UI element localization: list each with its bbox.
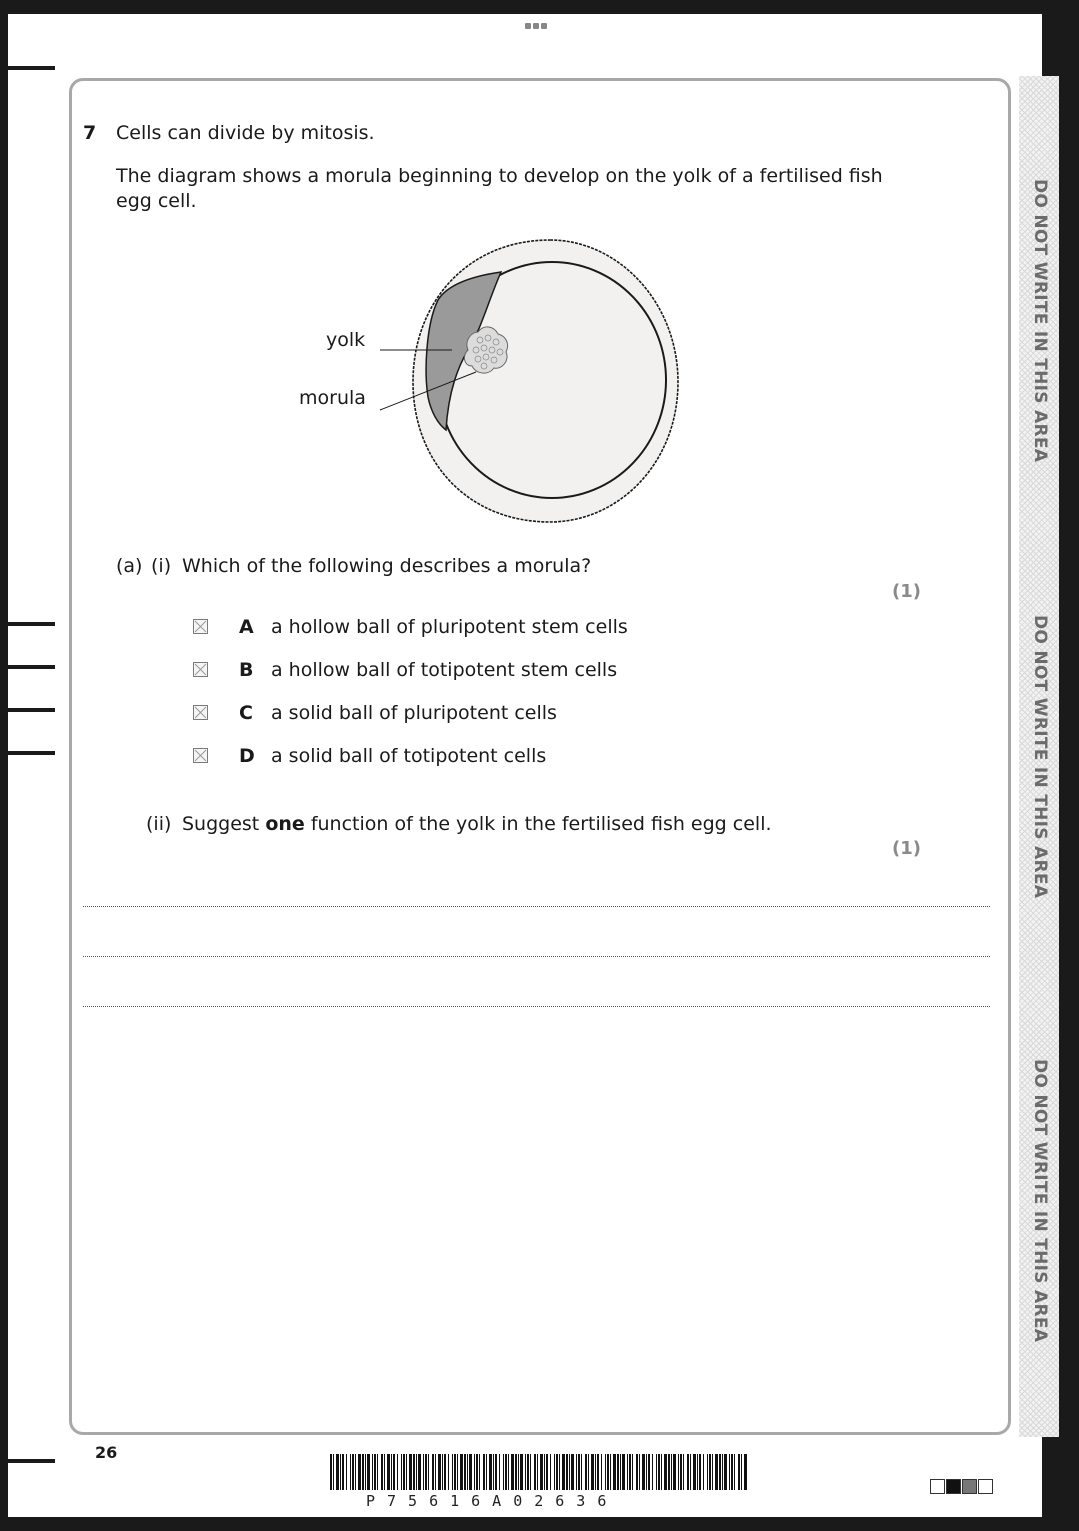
option-d-letter: D <box>239 745 255 767</box>
barcode-bar <box>525 1454 526 1490</box>
barcode-bar <box>627 1454 628 1490</box>
barcode-bar <box>741 1454 742 1490</box>
option-c-checkbox[interactable] <box>193 705 208 720</box>
barcode-bar <box>601 1454 602 1490</box>
barcode-bar <box>595 1454 596 1490</box>
barcode-bar <box>493 1454 494 1490</box>
barcode-bar <box>499 1454 500 1490</box>
margin-mark <box>8 665 55 669</box>
barcode-bar <box>534 1454 536 1490</box>
barcode-bar <box>460 1454 463 1490</box>
answer-line-3[interactable] <box>83 1006 990 1007</box>
barcode-bar <box>566 1454 568 1490</box>
barcode-bar <box>719 1454 721 1490</box>
barcode-bar <box>712 1454 713 1490</box>
barcode-bar <box>729 1454 730 1490</box>
fish-egg-diagram <box>288 232 688 528</box>
barcode-bar <box>435 1454 436 1490</box>
option-a-text: a hollow ball of pluripotent stem cells <box>271 616 628 638</box>
barcode-bar <box>355 1454 356 1490</box>
answer-line-1[interactable] <box>83 906 990 907</box>
barcode-bar <box>452 1454 453 1490</box>
barcode-bar <box>724 1454 727 1490</box>
margin-mark <box>8 751 55 755</box>
barcode-bar <box>495 1454 497 1490</box>
barcode-bar <box>489 1454 492 1490</box>
barcode-bar <box>658 1454 660 1490</box>
part-a-label: (a) <box>116 555 143 577</box>
page-number: 26 <box>95 1443 118 1462</box>
barcode-bar <box>527 1454 529 1490</box>
barcode-bar <box>680 1454 682 1490</box>
part-i-label: (i) <box>151 555 172 577</box>
option-d-checkbox[interactable] <box>193 748 208 763</box>
barcode-bar <box>374 1454 376 1490</box>
option-b-text: a hollow ball of totipotent stem cells <box>271 659 618 681</box>
option-a-checkbox[interactable] <box>193 619 208 634</box>
side-warning-middle: DO NOT WRITE IN THIS AREA <box>1030 615 1050 899</box>
barcode-bar <box>384 1454 385 1490</box>
corner-squares <box>930 1479 994 1494</box>
option-a-letter: A <box>239 616 254 638</box>
barcode-bar <box>656 1454 657 1490</box>
barcode-bar <box>607 1454 609 1490</box>
barcode-bar <box>673 1454 676 1490</box>
option-d-text: a solid ball of totipotent cells <box>271 745 547 767</box>
barcode-bar <box>377 1454 378 1490</box>
barcode-bar <box>559 1454 560 1490</box>
barcode-bar <box>581 1454 582 1490</box>
margin-mark <box>8 66 55 70</box>
question-intro-line1: The diagram shows a morula beginning to develop on the yolk of a fertilised fish <box>116 165 883 187</box>
barcode-bar <box>562 1454 565 1490</box>
part-a-ii-text-before: Suggest <box>182 813 266 835</box>
option-c-text: a solid ball of pluripotent cells <box>271 702 557 724</box>
barcode-bar <box>629 1454 631 1490</box>
barcode-bar <box>479 1454 480 1490</box>
barcode-bar <box>503 1454 504 1490</box>
barcode-bar <box>664 1454 667 1490</box>
barcode-bar <box>393 1454 395 1490</box>
cross-icon <box>194 706 207 719</box>
barcode-bar <box>550 1454 551 1490</box>
barcode-bar <box>709 1454 711 1490</box>
barcode-bar <box>715 1454 718 1490</box>
barcode-bar <box>518 1454 519 1490</box>
barcode-bar <box>530 1454 531 1490</box>
barcode-bar <box>588 1454 589 1490</box>
side-warning-top: DO NOT WRITE IN THIS AREA <box>1030 179 1050 463</box>
barcode-bar <box>734 1454 735 1490</box>
barcode-bar <box>425 1454 427 1490</box>
top-registration-dots <box>525 14 553 20</box>
barcode-bar <box>401 1454 402 1490</box>
barcode-bar <box>744 1454 747 1490</box>
question-intro-line2: egg cell. <box>116 190 197 212</box>
option-b-letter: B <box>239 659 254 681</box>
barcode-bar <box>448 1454 449 1490</box>
barcode-bar <box>330 1454 332 1490</box>
barcode-bar <box>358 1454 361 1490</box>
barcode-bar <box>648 1454 650 1490</box>
barcode-bar <box>693 1454 696 1490</box>
barcode-bar <box>697 1454 698 1490</box>
barcode-bar <box>605 1454 606 1490</box>
question-number: 7 <box>83 122 97 144</box>
barcode-bar <box>464 1454 466 1490</box>
barcode-bar <box>372 1454 373 1490</box>
margin-mark <box>8 622 55 626</box>
barcode-bar <box>418 1454 421 1490</box>
barcode-bar <box>642 1454 645 1490</box>
barcode-bar <box>722 1454 723 1490</box>
barcode-bar <box>367 1454 370 1490</box>
barcode-bar <box>346 1454 347 1490</box>
barcode-bar <box>738 1454 740 1490</box>
margin-mark <box>8 1459 55 1463</box>
barcode-bar <box>467 1454 468 1490</box>
barcode-bar <box>597 1454 599 1490</box>
barcode-bar <box>610 1454 611 1490</box>
question-stem: Cells can divide by mitosis. <box>116 122 375 144</box>
barcode-bar <box>639 1454 640 1490</box>
barcode-bar <box>444 1454 446 1490</box>
barcode-bar <box>571 1454 574 1490</box>
barcode-bar <box>622 1454 625 1490</box>
part-a-ii-text-bold: one <box>265 813 305 835</box>
label-yolk: yolk <box>326 329 366 351</box>
barcode-bar <box>432 1454 434 1490</box>
barcode-bar <box>585 1454 587 1490</box>
barcode-bar <box>556 1454 558 1490</box>
barcode-bar <box>423 1454 424 1490</box>
margin-mark <box>8 708 55 712</box>
label-morula: morula <box>299 387 366 409</box>
barcode-bar <box>416 1454 417 1490</box>
barcode-bar <box>699 1454 701 1490</box>
barcode-bar <box>668 1454 670 1490</box>
cross-icon <box>194 749 207 762</box>
barcode-bar <box>336 1454 339 1490</box>
answer-line-2[interactable] <box>83 956 990 957</box>
barcode-bar <box>428 1454 429 1490</box>
barcode-bar <box>511 1454 514 1490</box>
cross-icon <box>194 663 207 676</box>
barcode-bar <box>687 1454 689 1490</box>
barcode-bar <box>483 1454 485 1490</box>
barcode-bar <box>350 1454 351 1490</box>
barcode-bar <box>703 1454 704 1490</box>
barcode-bar <box>540 1454 543 1490</box>
barcode-bar <box>690 1454 691 1490</box>
barcode-bar <box>671 1454 672 1490</box>
barcode <box>330 1454 748 1490</box>
barcode-bar <box>387 1454 390 1490</box>
barcode-bar <box>544 1454 545 1490</box>
barcode-bar <box>646 1454 647 1490</box>
part-a-ii-marks: (1) <box>892 838 921 859</box>
side-warning-bottom: DO NOT WRITE IN THIS AREA <box>1030 1059 1050 1343</box>
part-a-ii-question <box>182 813 772 835</box>
barcode-bar <box>620 1454 621 1490</box>
barcode-bar <box>333 1454 334 1490</box>
barcode-bar <box>409 1454 412 1490</box>
barcode-bar <box>508 1454 509 1490</box>
barcode-bar <box>707 1454 708 1490</box>
barcode-bar <box>537 1454 538 1490</box>
barcode-bar <box>476 1454 478 1490</box>
barcode-bar <box>578 1454 580 1490</box>
barcode-bar <box>474 1454 475 1490</box>
barcode-bar <box>391 1454 392 1490</box>
barcode-bar <box>438 1454 441 1490</box>
part-a-ii-text-after: function of the yolk in the fertilised fish egg cell. <box>304 813 772 835</box>
part-a-i-marks: (1) <box>892 581 921 602</box>
barcode-bar <box>469 1454 472 1490</box>
barcode-bar <box>406 1454 407 1490</box>
barcode-bar <box>632 1454 633 1490</box>
barcode-bar <box>352 1454 354 1490</box>
barcode-bar <box>661 1454 662 1490</box>
barcode-bar <box>397 1454 398 1490</box>
exam-page <box>8 14 1050 1517</box>
barcode-bar <box>454 1454 456 1490</box>
barcode-bar <box>505 1454 507 1490</box>
barcode-bar <box>591 1454 594 1490</box>
barcode-bar <box>413 1454 415 1490</box>
barcode-text: P75616A02636 <box>366 1492 619 1510</box>
part-ii-label: (ii) <box>146 813 172 835</box>
barcode-bar <box>652 1454 653 1490</box>
barcode-bar <box>569 1454 570 1490</box>
barcode-bar <box>617 1454 619 1490</box>
option-c-letter: C <box>239 702 253 724</box>
barcode-bar <box>442 1454 443 1490</box>
barcode-bar <box>576 1454 577 1490</box>
barcode-bar <box>520 1454 523 1490</box>
barcode-bar <box>381 1454 383 1490</box>
option-b-checkbox[interactable] <box>193 662 208 677</box>
barcode-bar <box>636 1454 638 1490</box>
barcode-bar <box>554 1454 555 1490</box>
barcode-bar <box>362 1454 364 1490</box>
cross-icon <box>194 620 207 633</box>
barcode-bar <box>403 1454 405 1490</box>
barcode-bar <box>683 1454 684 1490</box>
barcode-bar <box>678 1454 679 1490</box>
barcode-bar <box>515 1454 517 1490</box>
part-a-i-question: Which of the following describes a morula? <box>182 555 592 577</box>
barcode-bar <box>340 1454 341 1490</box>
barcode-bar <box>731 1454 733 1490</box>
barcode-bar <box>486 1454 487 1490</box>
barcode-bar <box>457 1454 458 1490</box>
barcode-bar <box>342 1454 344 1490</box>
barcode-bar <box>546 1454 548 1490</box>
barcode-bar <box>613 1454 616 1490</box>
barcode-bar <box>365 1454 366 1490</box>
